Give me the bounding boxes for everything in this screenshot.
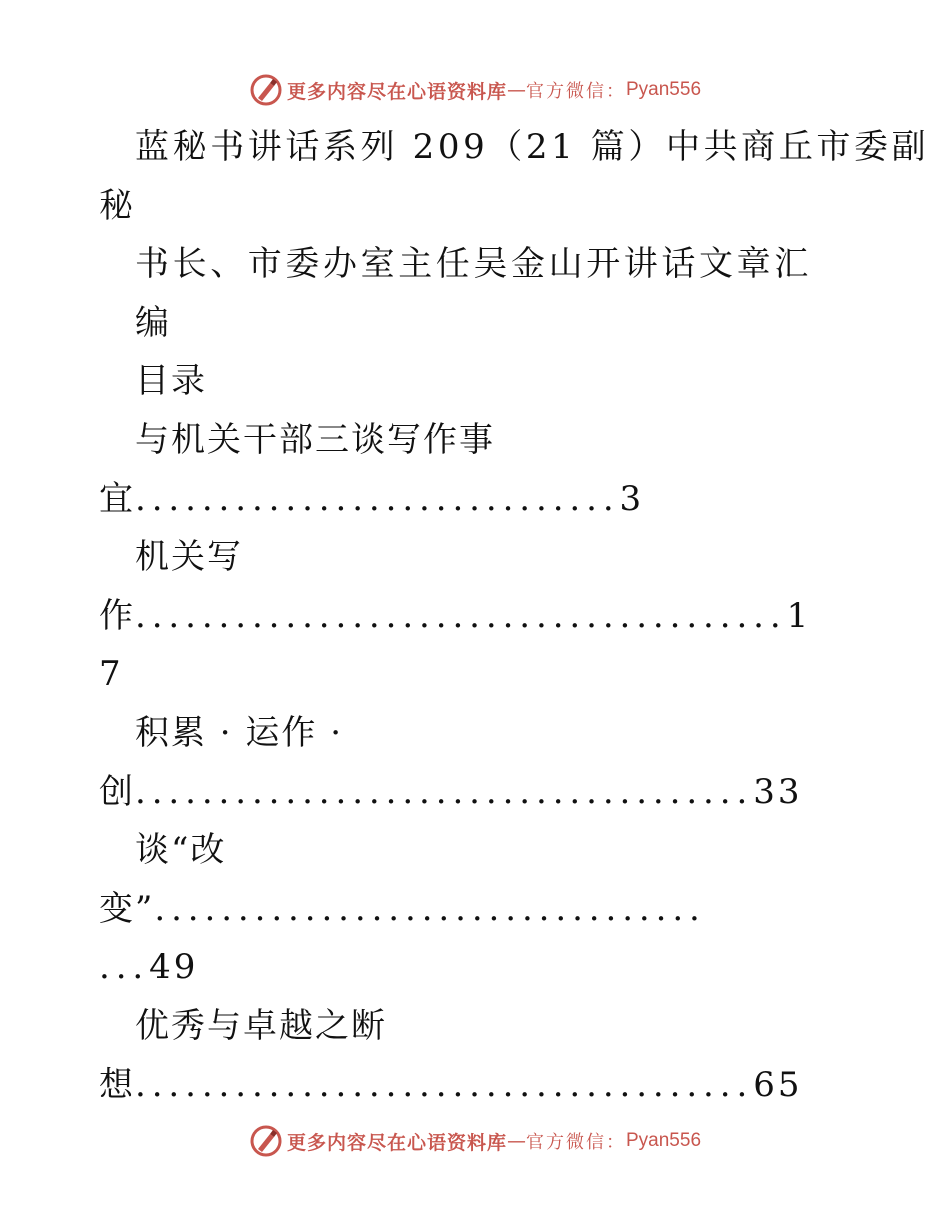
toc-entry-title: 优秀与卓越之断 [135, 1005, 387, 1046]
pen-logo-icon [249, 1124, 283, 1158]
toc-entry-leader-line [99, 1056, 859, 1115]
banner-wechat-label: 官方微信： [526, 1132, 626, 1153]
toc-entry-leader-line [99, 470, 859, 529]
toc-entry-wrap-line [99, 938, 859, 997]
toc-entry-title: 积累 · 运作 · [135, 712, 344, 753]
toc-page-number: 1 [786, 595, 812, 636]
toc-leader-dots: ..................................... [135, 771, 754, 812]
banner-separator: — [507, 1130, 526, 1152]
toc-leader-dots: ..................................... [135, 1064, 754, 1105]
toc-entry-title: 谈“改 [135, 830, 227, 871]
doc-title-line-1: 蓝秘书讲话系列 209（21 篇）中共商丘市委副 [135, 127, 930, 167]
toc-entry-title-tail: 变” [99, 888, 155, 929]
banner-main-text: 更多内容尽在心语资料库 [286, 80, 507, 103]
toc-entry-title-tail: 想 [99, 1064, 135, 1105]
toc-entry-title-tail: 宜 [99, 478, 135, 519]
toc-leader-dots: ....................................... [135, 595, 787, 636]
footer-watermark-banner [0, 1121, 950, 1161]
pen-logo-icon [249, 73, 283, 107]
doc-title-line-2: 秘 [99, 185, 135, 226]
doc-title-line-4: 编 [135, 302, 171, 343]
doc-title-line-3: 书长、市委办室主任吴金山开讲话文章汇 [135, 244, 812, 285]
banner-separator: — [507, 79, 526, 101]
toc-entry-title-tail: 作 [99, 595, 135, 636]
toc-entry-leader-line [99, 880, 859, 939]
toc-entry-title: 机关写 [135, 537, 243, 578]
toc-page-number-wrap: 7 [99, 654, 123, 695]
banner-main-text: 更多内容尽在心语资料库 [286, 1131, 507, 1154]
toc-leader-dots-wrap: ... [99, 947, 150, 988]
toc-page-number: 3 [619, 478, 645, 519]
toc-heading: 目录 [135, 361, 207, 402]
banner-wechat-handle: Pyan556 [626, 1130, 702, 1151]
toc-entry-leader-line [99, 763, 859, 822]
toc-entry-leader-line [99, 587, 859, 646]
toc-page-number: 49 [149, 947, 199, 988]
toc-entry-title-tail: 创 [99, 771, 135, 812]
banner-wechat-label: 官方微信： [526, 81, 626, 102]
document-body [99, 118, 930, 1114]
header-watermark-banner [0, 70, 950, 110]
banner-wechat-handle: Pyan556 [626, 79, 702, 100]
toc-entry-title: 与机关干部三谈写作事 [135, 419, 495, 460]
toc-page-number: 33 [753, 771, 803, 812]
toc-leader-dots: ................................. [154, 888, 706, 929]
toc-page-number: 65 [753, 1064, 803, 1105]
toc-leader-dots: ............................. [135, 478, 620, 519]
